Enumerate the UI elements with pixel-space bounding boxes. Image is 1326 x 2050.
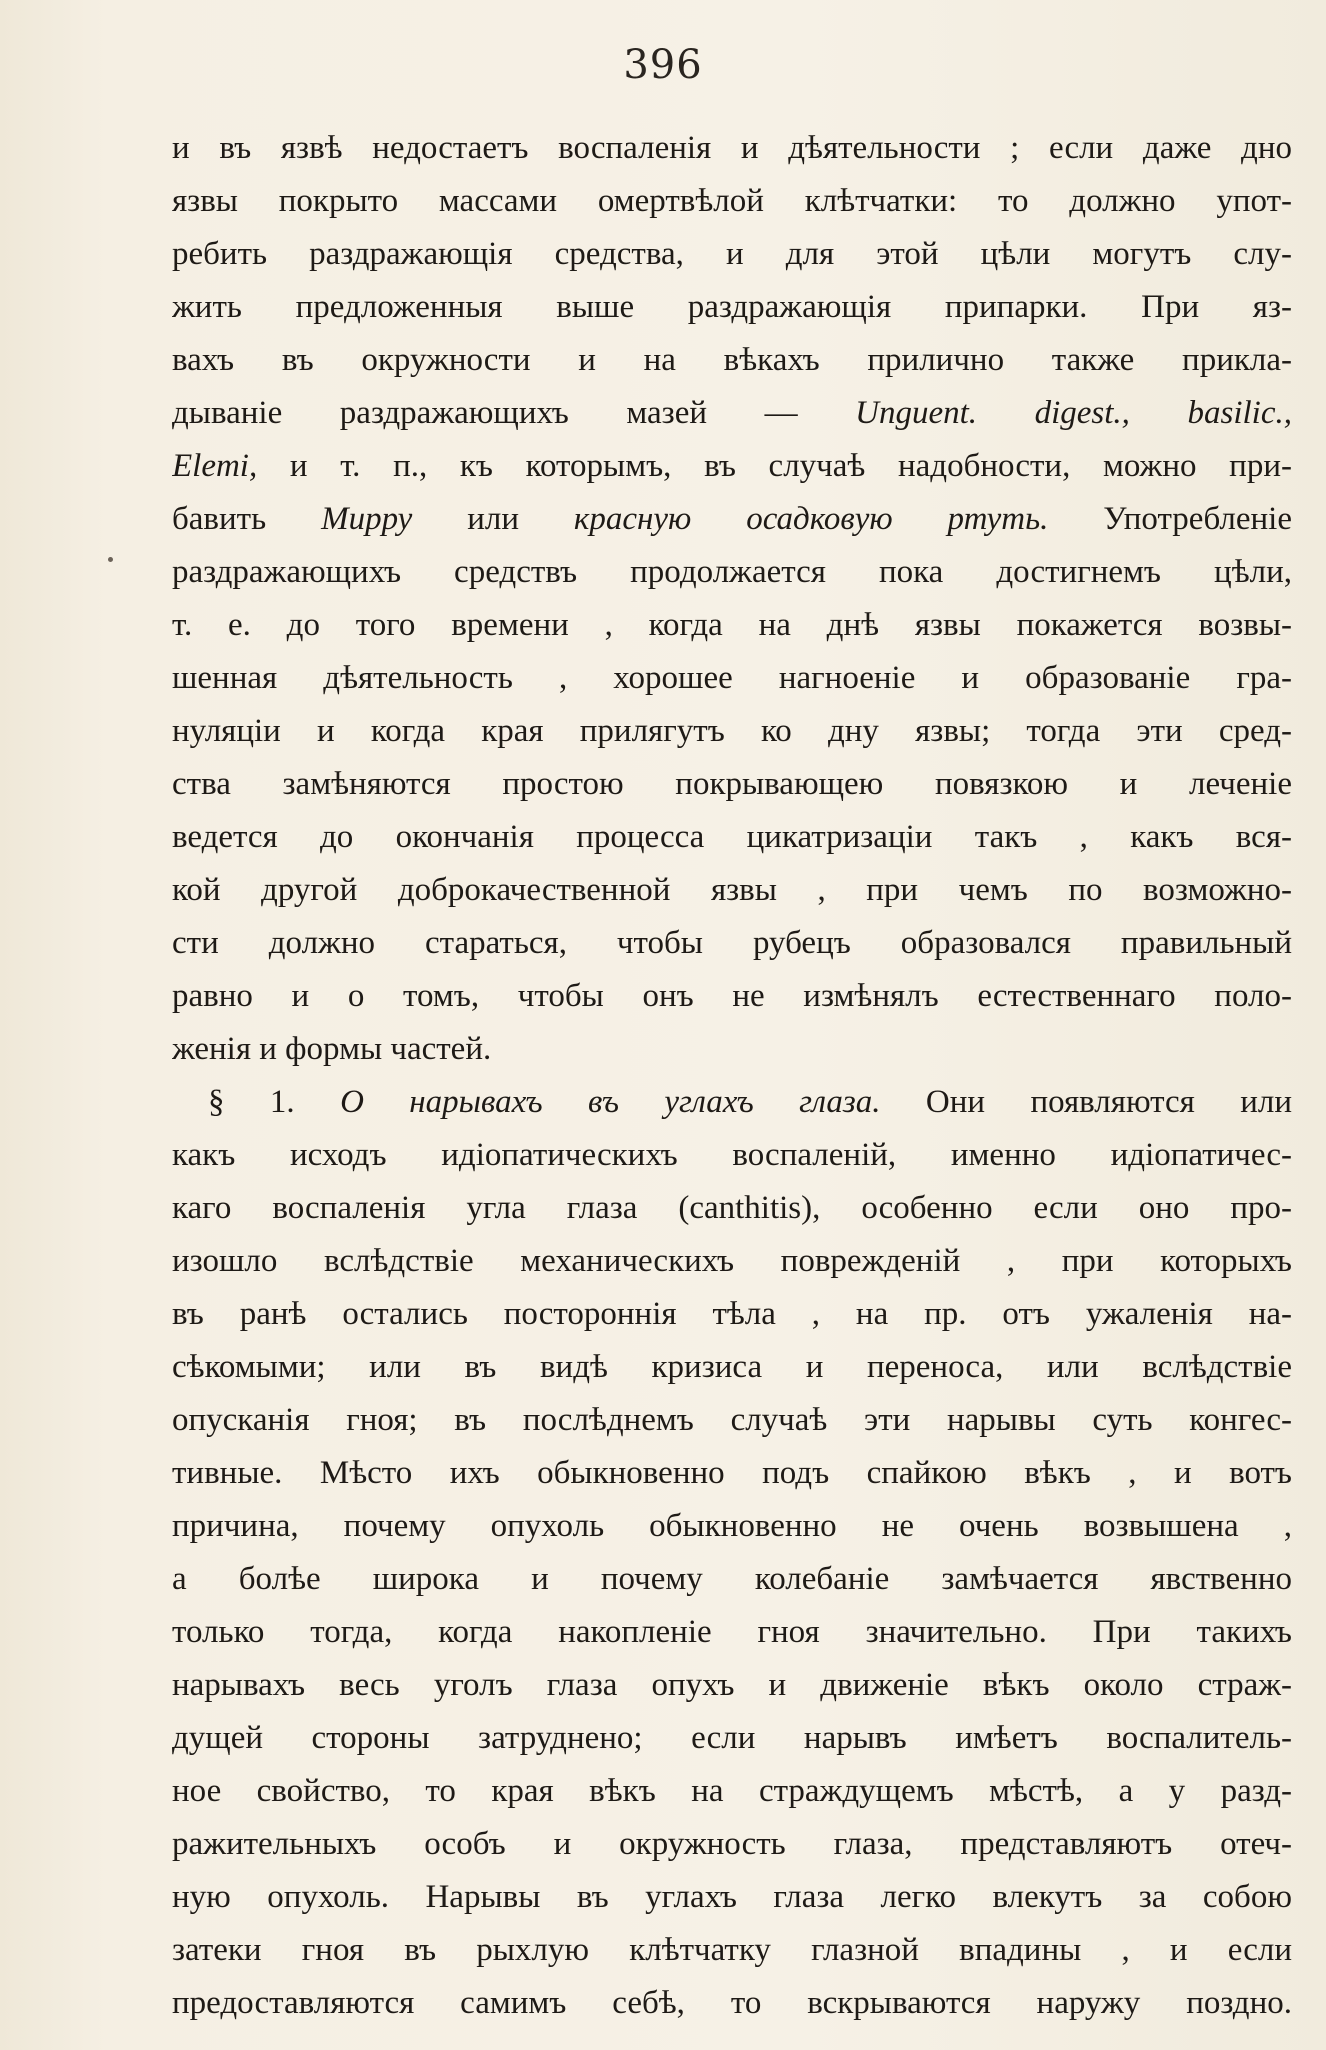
text-segment: вахъ въ окружности и на вѣкахъ прилично также прикла- bbox=[172, 342, 1292, 378]
text-segment: бавить bbox=[172, 501, 322, 537]
text-line bbox=[172, 1288, 1292, 1341]
text-segment: ства замѣняются простою покрывающею повязкою и леченіе bbox=[172, 766, 1292, 802]
text-line bbox=[172, 1341, 1292, 1394]
text-segment: затеки гноя въ рыхлую клѣтчатку глазной впадины , и если bbox=[172, 1932, 1292, 1968]
text-segment: шенная дѣятельность , хорошее нагноеніе и образованіе гра- bbox=[172, 660, 1292, 696]
text-segment: кой другой доброкачественной язвы , при чемъ по возможно- bbox=[172, 872, 1292, 908]
text-line bbox=[172, 1659, 1292, 1712]
text-line bbox=[172, 1500, 1292, 1553]
text-segment: Они появляются или bbox=[880, 1084, 1292, 1120]
text-segment: и въ язвѣ недостаетъ воспаленія и дѣятельности ; если даже дно bbox=[172, 130, 1292, 166]
text-segment: дущей стороны затруднено; если нарывъ имѣетъ воспалитель- bbox=[172, 1720, 1292, 1756]
text-line bbox=[172, 1182, 1292, 1235]
text-line bbox=[172, 970, 1292, 1023]
body-text bbox=[172, 122, 1292, 2030]
text-line bbox=[172, 546, 1292, 599]
text-segment: нарывахъ весь уголъ глаза опухъ и движеніе вѣкъ около страж- bbox=[172, 1667, 1292, 1703]
text-line bbox=[172, 387, 1292, 440]
text-segment: только тогда, когда накопленіе гноя значительно. При такихъ bbox=[172, 1614, 1292, 1650]
italic-text: Unguent. digest., basilic., bbox=[855, 395, 1292, 431]
text-segment: или bbox=[412, 501, 574, 537]
text-line bbox=[172, 175, 1292, 228]
text-line bbox=[172, 1977, 1292, 2030]
text-segment: Употребленіе bbox=[1048, 501, 1292, 537]
text-line bbox=[172, 1871, 1292, 1924]
text-line bbox=[172, 1606, 1292, 1659]
text-segment: изошло вслѣдствіе механическихъ поврежденій , при которыхъ bbox=[172, 1243, 1292, 1279]
text-segment: женія и формы частей. bbox=[172, 1031, 492, 1067]
italic-text: О нарывахъ въ углахъ глаза. bbox=[340, 1084, 881, 1120]
text-segment: раздражающихъ средствъ продолжается пока достигнемъ цѣли, bbox=[172, 554, 1292, 590]
text-line bbox=[172, 1712, 1292, 1765]
text-segment: какъ исходъ идіопатическихъ воспаленій, именно идіопатичес- bbox=[172, 1137, 1292, 1173]
text-segment: опусканія гноя; въ послѣднемъ случаѣ эти нарывы суть конгес- bbox=[172, 1402, 1292, 1438]
italic-text: красную осадковую ртуть. bbox=[573, 501, 1049, 537]
text-segment: т. е. до того времени , когда на днѣ язвы покажется возвы- bbox=[172, 607, 1292, 643]
text-line bbox=[172, 1129, 1292, 1182]
text-line bbox=[172, 493, 1292, 546]
text-line bbox=[172, 1924, 1292, 1977]
margin-mark bbox=[108, 557, 113, 562]
text-segment: нуляціи и когда края прилягутъ ко дну язвы; тогда эти сред- bbox=[172, 713, 1292, 749]
text-segment: сти должно стараться, чтобы рубецъ образовался правильный bbox=[172, 925, 1292, 961]
text-line bbox=[172, 652, 1292, 705]
text-line bbox=[172, 599, 1292, 652]
page-number: 396 bbox=[623, 42, 703, 88]
text-segment: ражительныхъ особъ и окружность глаза, представляютъ отеч- bbox=[172, 1826, 1292, 1862]
text-line bbox=[172, 122, 1292, 175]
text-line bbox=[172, 440, 1292, 493]
italic-text: Мирру bbox=[321, 501, 413, 537]
text-line bbox=[172, 811, 1292, 864]
text-line bbox=[172, 864, 1292, 917]
text-line bbox=[172, 281, 1292, 334]
text-line bbox=[172, 1765, 1292, 1818]
text-segment: предоставляются самимъ себѣ, то вскрываются наружу поздно. bbox=[172, 1985, 1292, 2021]
text-segment: ное свойство, то края вѣкъ на страждущемъ мѣстѣ, а у разд- bbox=[172, 1773, 1292, 1809]
text-segment: § 1. bbox=[208, 1084, 341, 1120]
text-segment: дываніе раздражающихъ мазей — bbox=[172, 395, 856, 431]
text-segment: и т. п., къ которымъ, въ случаѣ надобности, можно при- bbox=[257, 448, 1292, 484]
text-line bbox=[172, 1076, 1292, 1129]
text-segment: ребить раздражающія средства, и для этой цѣли могутъ слу- bbox=[172, 236, 1292, 272]
text-segment: жить предложенныя выше раздражающія припарки. При яз- bbox=[172, 289, 1292, 325]
text-segment: причина, почему опухоль обыкновенно не очень возвышена , bbox=[172, 1508, 1292, 1544]
text-line bbox=[172, 758, 1292, 811]
text-segment: равно и о томъ, чтобы онъ не измѣнялъ естественнаго поло- bbox=[172, 978, 1292, 1014]
text-line bbox=[172, 1818, 1292, 1871]
text-line bbox=[172, 1235, 1292, 1288]
text-segment: каго воспаленія угла глаза (canthitis), особенно если оно про- bbox=[172, 1190, 1292, 1226]
text-segment: язвы покрыто массами омертвѣлой клѣтчатки: то должно упот- bbox=[172, 183, 1292, 219]
text-line bbox=[172, 917, 1292, 970]
text-segment: а болѣе широка и почему колебаніе замѣчается явственно bbox=[172, 1561, 1292, 1597]
text-line bbox=[172, 228, 1292, 281]
text-line bbox=[172, 1394, 1292, 1447]
text-segment: ную опухоль. Нарывы въ углахъ глаза легко влекутъ за собою bbox=[172, 1879, 1292, 1915]
text-line bbox=[172, 705, 1292, 758]
text-line bbox=[172, 334, 1292, 387]
text-segment: ведется до окончанія процесса цикатризаціи такъ , какъ вся- bbox=[172, 819, 1292, 855]
text-segment: сѣкомыми; или въ видѣ кризиса и переноса, или вслѣдствіе bbox=[172, 1349, 1292, 1385]
text-line bbox=[172, 1447, 1292, 1500]
text-line bbox=[172, 1553, 1292, 1606]
italic-text: Elemi, bbox=[172, 448, 258, 484]
text-segment: тивные. Мѣсто ихъ обыкновенно подъ спайкою вѣкъ , и вотъ bbox=[172, 1455, 1292, 1491]
text-line bbox=[172, 1023, 1292, 1076]
text-segment: въ ранѣ остались постороннія тѣла , на пр. отъ ужаленія на- bbox=[172, 1296, 1292, 1332]
